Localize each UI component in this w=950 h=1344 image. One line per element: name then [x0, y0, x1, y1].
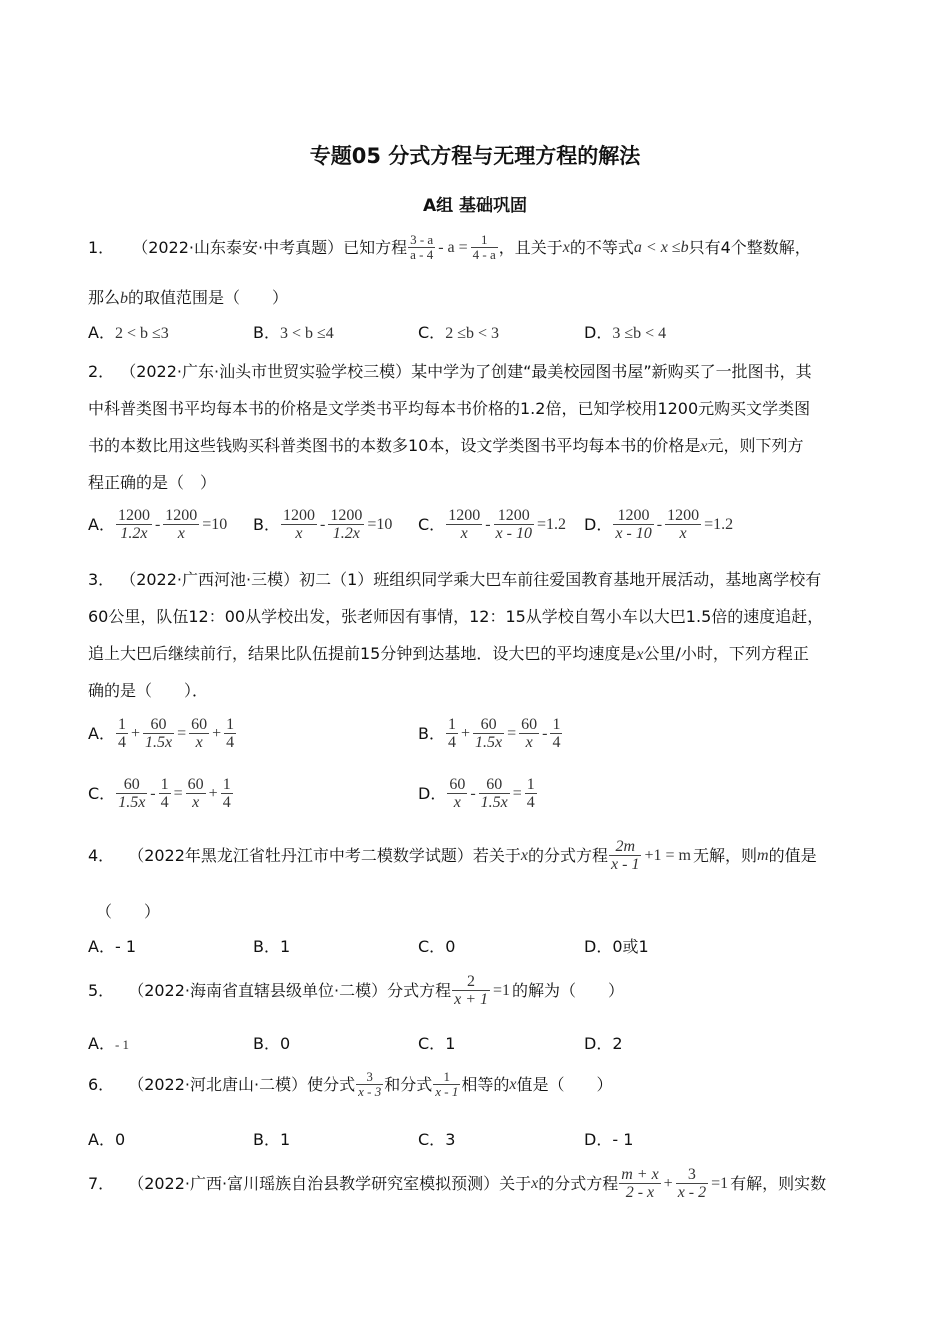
q5-option-d[interactable]: D．2 [584, 1034, 623, 1053]
fraction: $\frac{1}{4 - a}$ [472, 232, 496, 262]
q6-option-d[interactable]: D．- 1 [584, 1130, 634, 1149]
fraction: $\frac{2}{x + 1}$ [454, 973, 488, 1008]
question-text: （2022·山东泰安·中考真题）已知方程 [132, 237, 408, 257]
math-variable: x [531, 1174, 539, 1192]
fraction: $\frac{m + x}{2 - x}$ [621, 1166, 659, 1201]
question-2: 2． （2022·广东·汕头市世贸实验学校三模）某中学为了创建“最美校园图书屋”新购买了一批图书，其 [88, 362, 812, 381]
fraction: $\frac{1}{4}$ [222, 776, 231, 811]
question-number: 1． [88, 237, 115, 257]
question-6: 6． （2022·河北唐山·二模）使分式 $\frac{3}{x - 3}$ 和分式 $\frac{1}{x - 1}$ 相等的 x 值是（ ） [88, 1069, 613, 1099]
fraction: $\frac{1}{4}$ [117, 716, 126, 751]
question-3-line4: 确的是（ ）． [88, 681, 209, 700]
fraction: $\frac{60}{x}$ [521, 716, 538, 751]
q3-option-a[interactable]: A． $\frac{1}{4}$ + $\frac{60}{1.5x}$ = $\frac{60}{x}$ + $\frac{1}{4}$ [88, 716, 235, 751]
q2-option-a[interactable]: A． $\frac{1200}{1.2x}$ - $\frac{1200}{x}$ =10 [88, 507, 228, 542]
q1-option-b[interactable]: B．3 < b ≤4 [253, 323, 334, 342]
math-variable: x [562, 238, 570, 256]
q5-option-b[interactable]: B．0 [253, 1034, 291, 1053]
fraction: $\frac{1}{4}$ [226, 716, 235, 751]
page-title: 专题05 分式方程与无理方程的解法 [309, 144, 641, 168]
q3-option-b[interactable]: B． $\frac{1}{4}$ + $\frac{60}{1.5x}$ = $\frac{60}{x}$ - $\frac{1}{4}$ [418, 716, 561, 751]
math-variable: b [120, 290, 129, 307]
question-1 [88, 233, 811, 262]
math-operator: + [212, 724, 222, 742]
fraction: $\frac{3}{x - 2}$ [677, 1166, 707, 1201]
fraction: $\frac{3}{x - 3}$ [358, 1069, 382, 1099]
fraction: $\frac{3 - a}{a - 4}$ [410, 232, 434, 262]
math-variable: x [636, 646, 644, 663]
fraction: $\frac{60}{x}$ [191, 716, 208, 751]
q4-option-a[interactable]: A．- 1 [88, 937, 136, 956]
math-operator: - a = [438, 238, 468, 256]
math-operator: = [512, 784, 522, 802]
fraction: $\frac{1}{4}$ [526, 776, 535, 811]
math-operator: + [208, 784, 218, 802]
question-1-line2: 那么b的取值范围是（ ） [88, 288, 289, 307]
question-2-line2: 中科普类图书平均每本书的价格是文学类书平均每本书价格的1.2倍，已知学校用1200元购买文学类图 [88, 399, 811, 418]
q4-option-d[interactable]: D．0或1 [584, 937, 649, 956]
question-4: 4． （2022年黑龙江省牡丹江市中考二模数学试题）若关于 x 的分式方程 $\frac{2m}{x - 1}$ +1 = m 无解，则 m 的值是 [88, 838, 817, 873]
q3-option-d[interactable]: D． $\frac{60}{x}$ - $\frac{60}{1.5x}$ = $\frac{1}{4}$ [418, 776, 535, 811]
math-variable: x [509, 1075, 517, 1093]
math-operator: = [173, 784, 183, 802]
fraction: $\frac{60}{1.5x}$ [144, 716, 173, 751]
q6-option-c[interactable]: C．3 [418, 1130, 456, 1149]
question-text: 只有4个整数解， [688, 237, 811, 257]
math-variable: m [757, 846, 769, 864]
math-operator: + [130, 724, 140, 742]
math-operator: + [460, 724, 471, 742]
q2-option-d[interactable]: D． $\frac{1200}{x - 10}$ - $\frac{1200}{x}$ =1.2 [584, 507, 734, 542]
fraction: $\frac{1}{4}$ [160, 776, 169, 811]
q5-option-c[interactable]: C．1 [418, 1034, 456, 1053]
fraction: $\frac{1}{4}$ [447, 716, 456, 751]
q6-option-a[interactable]: A．0 [88, 1130, 126, 1149]
question-7: 7． （2022·广西·富川瑶族自治县教学研究室模拟预测）关于 x 的分式方程 $\frac{m + x}{2 - x}$ + $\frac{3}{x - 2}$ =1 有解，则实数 [88, 1166, 827, 1201]
fraction: $\frac{60}{1.5x}$ [475, 716, 503, 751]
math-operator: = [507, 724, 517, 742]
q3-option-c[interactable]: C． $\frac{60}{1.5x}$ - $\frac{1}{4}$ = $\frac{60}{x}$ + $\frac{1}{4}$ [88, 776, 231, 811]
question-3: 3． （2022·广西河池·三模）初二（1）班组织同学乘大巴车前往爱国教育基地开展活动，基地离学校有 [88, 570, 822, 589]
q4-option-c[interactable]: C．0 [418, 937, 456, 956]
q6-option-b[interactable]: B．1 [253, 1130, 291, 1149]
math-variable: x [520, 846, 529, 864]
q2-option-b[interactable]: B． $\frac{1200}{x}$ - $\frac{1200}{1.2x}$ =10 [253, 507, 393, 542]
math-operator: = [177, 724, 187, 742]
fraction: $\frac{60}{1.5x}$ [118, 776, 146, 811]
question-3-line2: 60公里，队伍12：00从学校出发，张老师因有事情，12：15从学校自驾小车以大巴1.5倍的速度追赶， [88, 607, 824, 626]
question-5: 5． （2022·海南省直辖县级单位·二模）分式方程 $\frac{2}{x + 1}$ =1 的解为（ ） [88, 973, 625, 1008]
math-variable: x [700, 438, 708, 455]
question-2-line4: 程正确的是（ ） [88, 473, 217, 492]
fraction: $\frac{1}{x - 1}$ [435, 1069, 459, 1099]
q1-option-a[interactable]: A．2 < b ≤3 [88, 323, 169, 342]
q2-option-c[interactable]: C． $\frac{1200}{x}$ - $\frac{1200}{x - 10}$ =1.2 [418, 507, 566, 542]
fraction: $\frac{2m}{x - 1}$ [611, 838, 640, 873]
question-text: ，且关于 [498, 237, 563, 257]
question-4-line2: （ ） [96, 902, 161, 921]
math-expression: a < x ≤b [633, 238, 689, 256]
fraction: $\frac{60}{x}$ [187, 776, 204, 811]
q1-option-c[interactable]: C．2 ≤b < 3 [418, 323, 499, 342]
q5-option-a[interactable]: A．- 1 [88, 1034, 130, 1053]
fraction: $\frac{60}{1.5x}$ [480, 776, 508, 811]
question-3-line3: 追上大巴后继续前行，结果比队伍提前15分钟到达基地．设大巴的平均速度是x公里/小时，下列方程正 [88, 644, 809, 663]
math-operator: - [150, 784, 156, 802]
fraction: $\frac{60}{x}$ [449, 776, 466, 811]
math-operator: - [542, 724, 548, 742]
question-2-line3: 书的本数比用这些钱购买科普类图书的本数多10本，设文学类图书平均每本书的价格是x元，则下列方 [88, 436, 804, 455]
q1-option-d[interactable]: D．3 ≤b < 4 [584, 323, 667, 342]
q4-option-b[interactable]: B．1 [253, 937, 291, 956]
group-heading: A组 基础巩固 [422, 196, 528, 216]
fraction: $\frac{1}{4}$ [552, 716, 561, 751]
question-text: 的不等式 [569, 237, 634, 257]
math-operator: - [470, 784, 476, 802]
